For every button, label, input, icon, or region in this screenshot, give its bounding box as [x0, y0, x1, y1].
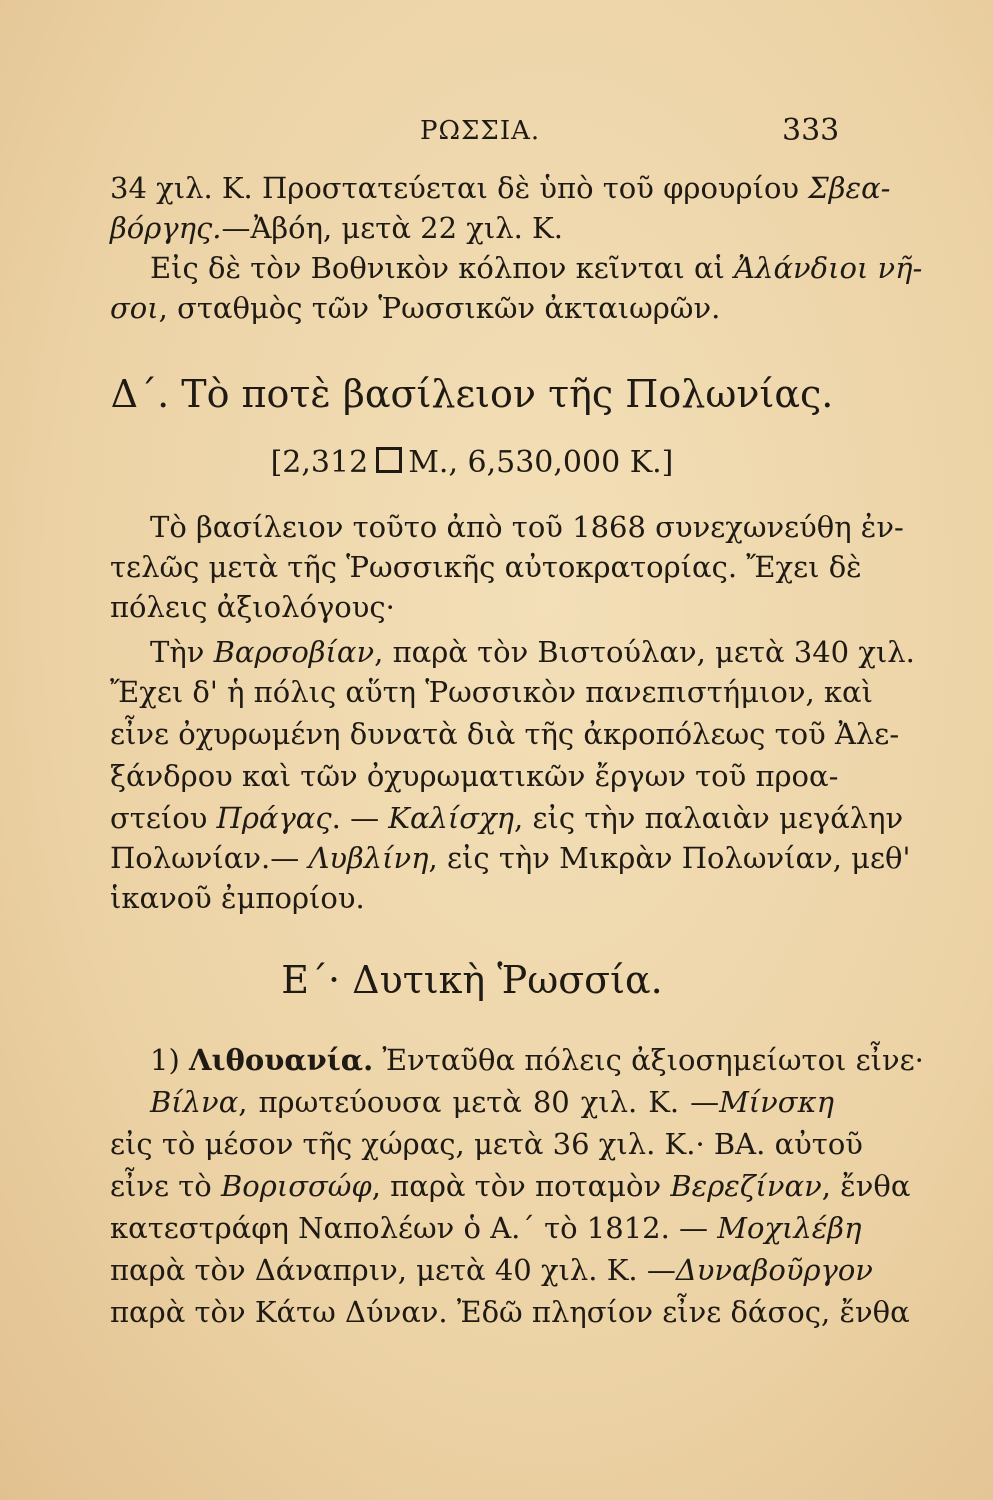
text-line: παρὰ τὸν Δάναπριν, μετὰ 40 χιλ. Κ. —Δυναβοῦργον: [110, 1253, 873, 1287]
text-line: Τὸ βασίλειον τοῦτο ἀπὸ τοῦ 1868 συνεχωνεύθη ἐν-: [150, 510, 904, 544]
text-line: σοι, σταθμὸς τῶν Ῥωσσικῶν ἀκταιωρῶν.: [110, 291, 721, 325]
text-line: εἰς τὸ μέσον τῆς χώρας, μετὰ 36 χιλ. Κ.· ΒΑ. αὐτοῦ: [110, 1127, 863, 1161]
text-line: Ἔχει δ' ἡ πόλις αὕτη Ῥωσσικὸν πανεπιστήμιον, καὶ: [110, 675, 873, 709]
text-line: παρὰ τὸν Κάτω Δύναν. Ἐδῶ πλησίον εἶνε δάσος, ἔνθα: [110, 1295, 910, 1329]
text-line: 34 χιλ. Κ. Προστατεύεται δὲ ὑπὸ τοῦ φρουρίου Σβεα-: [110, 171, 891, 205]
text-line: ξάνδρου καὶ τῶν ὀχυρωματικῶν ἔργων τοῦ προα-: [110, 759, 839, 793]
text-line: τελῶς μετὰ τῆς Ῥωσσικῆς αὐτοκρατορίας. Ἔχει δὲ: [110, 550, 862, 584]
square-miles-icon: [376, 447, 402, 473]
text-line: πόλεις ἀξιολόγους·: [110, 590, 395, 624]
text-line: Εἰς δὲ τὸν Βοθνικὸν κόλπον κεῖνται αἱ Ἀλάνδιοι νῆ-: [150, 251, 923, 285]
population-stats: [2,312 Μ., 6,530,000 Κ.]: [270, 445, 674, 480]
text-line: στείου Πράγας. — Καλίσχη, εἰς τὴν παλαιὰν μεγάλην: [110, 801, 904, 835]
text-line: εἶνε τὸ Βορισσώφ, παρὰ τὸν ποταμὸν Βερεζίναν, ἔνθα: [110, 1169, 911, 1203]
text-line: 1) Λιθουανία. Ἐνταῦθα πόλεις ἀξιοσημείωτοι εἶνε·: [150, 1043, 924, 1077]
section-heading-poland: Δ΄. Τὸ ποτὲ βασίλειον τῆς Πολωνίας.: [110, 372, 834, 416]
text-line: Τὴν Βαρσοβίαν, παρὰ τὸν Βιστούλαν, μετὰ 340 χιλ.: [150, 635, 915, 669]
running-header: ΡΩΣΣΙΑ.: [420, 116, 541, 146]
text-line: εἶνε ὀχυρωμένη δυνατὰ διὰ τῆς ἀκροπόλεως τοῦ Ἀλε-: [110, 717, 900, 751]
text-line: Βίλνα, πρωτεύουσα μετὰ 80 χιλ. Κ. —Μίνσκη: [150, 1085, 834, 1119]
text-line: Πολωνίαν.— Λυβλίνη, εἰς τὴν Μικρὰν Πολωνίαν, μεθ': [110, 841, 911, 875]
text-line: κατεστράφη Ναπολέων ὁ Α.΄ τὸ 1812. — Μοχιλέβη: [110, 1211, 862, 1245]
text-line: ἱκανοῦ ἐμπορίου.: [110, 881, 365, 915]
page-number: 333: [782, 113, 840, 148]
section-heading-western-russia: Ε΄· Δυτικὴ Ῥωσσία.: [281, 958, 663, 1002]
text-line: βόργης.—Ἀβόη, μετὰ 22 χιλ. Κ.: [110, 211, 563, 245]
